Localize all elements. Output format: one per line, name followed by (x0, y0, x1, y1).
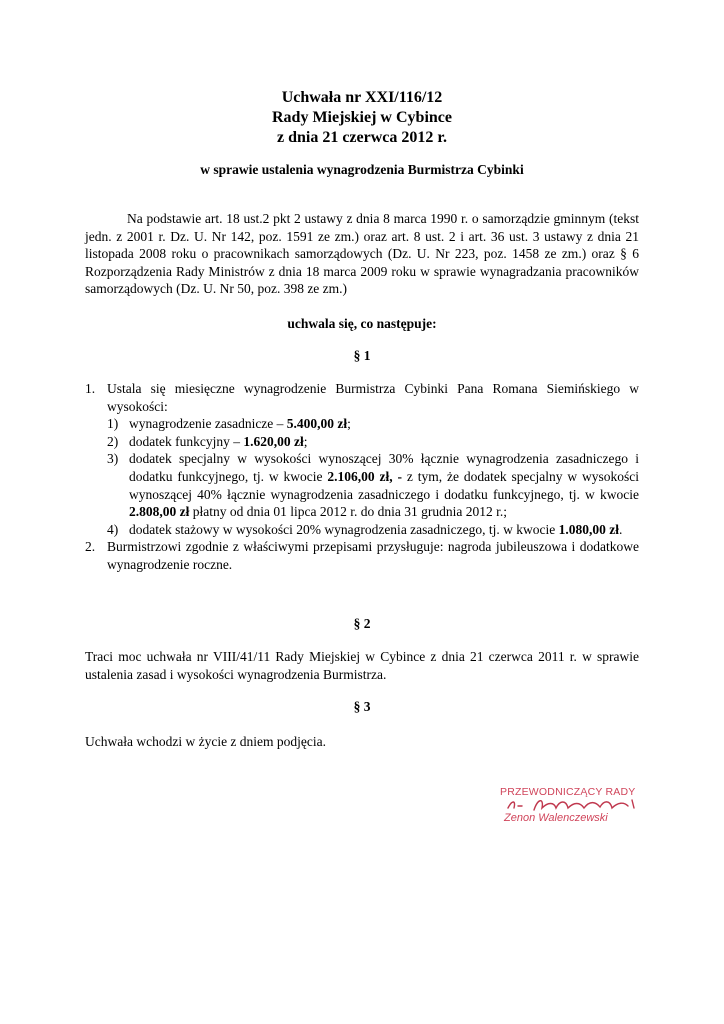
sub-item-text: dodatek specjalny w wysokości wynoszącej 30% łącznie wynagrodzenia zasadniczego i dodatku funkcyjnego, tj. w kwocie (129, 451, 639, 484)
amount: 1.080,00 zł (558, 521, 619, 537)
stamp-title: PRZEWODNICZĄCY RADY (500, 786, 636, 798)
item-number: 1. (85, 381, 96, 396)
item-number: 2. (85, 539, 96, 555)
sub-item-number: 2) (107, 433, 119, 449)
sub-item-tail: ; (303, 433, 308, 449)
sub-item-text: dodatek funkcyjny – (129, 433, 244, 449)
amount: 2.808,00 zł (129, 504, 190, 520)
amount: 5.400,00 zł (286, 416, 348, 432)
section-1-heading: § 1 (353, 348, 371, 363)
resolution-date: z dnia 21 czerwca 2012 r. (276, 129, 448, 146)
sub-item-number: 3) (107, 451, 119, 467)
resolution-number: Uchwała nr XXI/116/12 (281, 89, 443, 106)
resolution-subject: w sprawie ustalenia wynagrodzenia Burmistrza Cybinki (200, 162, 524, 177)
sub-item-tail: ; (347, 416, 351, 432)
sub-list-item (107, 521, 639, 539)
section-2-text: Traci moc uchwała nr VIII/41/11 Rady Miejskiej w Cybince z dnia 21 czerwca 2011 r. w sprawie ustalenia zasad i wysokości wynagrodzenia Burmistrza. (85, 649, 639, 682)
item-text: Ustala się miesięczne wynagrodzenie Burmistrza Cybinki Pana Romana Siemińskiego w wysokości: (107, 381, 639, 414)
section-3-text: Uchwała wchodzi w życie z dniem podjęcia. (85, 734, 327, 749)
sub-list-item (107, 450, 639, 520)
resolves-line: uchwala się, co następuje: (287, 316, 437, 331)
amount: 2.106,00 zł, - (327, 468, 402, 484)
section-2-heading: § 2 (353, 616, 371, 631)
sub-item-tail: . (619, 521, 623, 537)
amount: 1.620,00 zł (243, 433, 304, 449)
section-1-list (85, 380, 639, 574)
stamp-name: Zenon Walenczewski (504, 812, 608, 824)
sub-item-number: 4) (107, 521, 119, 537)
section-3-heading: § 3 (353, 699, 371, 714)
chairman-stamp (494, 786, 654, 832)
list-item (85, 538, 639, 573)
sub-list-item (107, 433, 639, 451)
sub-item-text: wynagrodzenie zasadnicze – (129, 416, 287, 432)
council-name: Rady Miejskiej w Cybince (272, 109, 452, 126)
sub-list-item (107, 415, 639, 433)
sub-item-tail: płatny od dnia 01 lipca 2012 r. do dnia 31 grudnia 2012 r.; (189, 504, 507, 520)
sub-item-text: z tym, że dodatek specjalny w wysokości wynoszącej 40% łącznie wynagrodzenia zasadniczego i dodatku funkcyjnego, tj. w kwocie (129, 468, 639, 502)
list-item (85, 380, 639, 538)
preamble-paragraph: Na podstawie art. 18 ust.2 pkt 2 ustawy z dnia 8 marca 1990 r. o samorządzie gminnym (tekst jedn. z 2001 r. Dz. U. Nr 142, poz. 1591 ze zm.) oraz art. 8 ust. 2 i art. 36 ust. 3 ustawy z dnia 21 listopada 2008 roku o pracownikach samorządowych (Dz. U. Nr 223, poz. 1458 ze zm.) oraz § 6 Rozporządzenia Rady Ministrów z dnia 18 marca 2009 roku w sprawie wynagradzania pracowników samorządowych (Dz. U. Nr 50, poz. 398 ze zm.) (85, 211, 639, 297)
sub-item-text: dodatek stażowy w wysokości 20% wynagrodzenia zasadniczego, tj. w kwocie (129, 521, 559, 537)
item-text: Burmistrzowi zgodnie z właściwymi przepisami przysługuje: nagroda jubileuszowa i dodatkowe wynagrodzenie roczne. (107, 539, 639, 572)
sub-item-number: 1) (107, 416, 119, 432)
sub-list (107, 415, 639, 538)
